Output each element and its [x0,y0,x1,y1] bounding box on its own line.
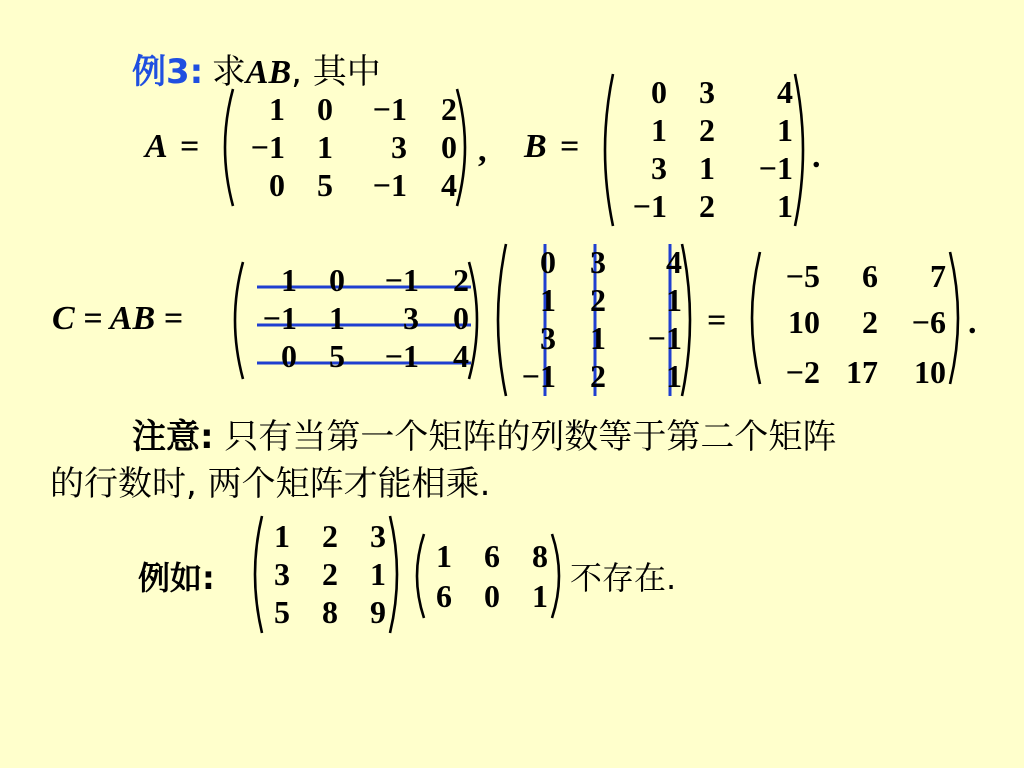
prompt-suffix: , 其中 [291,52,381,92]
matrix-cell: 3 [391,129,407,165]
counter-matrix-left [246,512,406,637]
matrix-cell: 2 [453,262,469,298]
matrix-cell: 3 [699,74,715,110]
matrix-cell: 1 [590,320,606,356]
matrix-cell: −1 [384,262,419,298]
matrix-cell: −1 [372,91,407,127]
matrix-cell: 2 [699,112,715,148]
matrix-cell: 1 [540,282,556,318]
matrix-b-name: B [524,128,547,165]
matrix-cell: 1 [281,262,297,298]
matrix-cell: 0 [329,262,345,298]
matrix-cell: −1 [250,129,285,165]
matrix-cell: 2 [322,518,338,554]
matrix-cell: 2 [590,358,606,394]
matrix-b [595,70,815,230]
matrix-cell: 6 [436,578,452,614]
prompt-var: AB [245,54,292,91]
matrix-cell: 0 [281,338,297,374]
matrix-cell: 0 [540,244,556,280]
matrix-cell: 8 [322,594,338,630]
matrix-cell: −2 [785,354,820,390]
product-period: . [968,304,977,341]
matrix-cell: 3 [590,244,606,280]
matrix-cell: 0 [484,578,500,614]
definition-comma: , [478,132,487,169]
matrix-cell: 1 [317,129,333,165]
matrix-cell: 2 [862,304,878,340]
matrix-cell: 7 [930,258,946,294]
matrix-b-equals: = [560,128,580,165]
matrix-cell: 5 [274,594,290,630]
product-lhs: C = AB = [52,300,184,337]
matrix-cell: 6 [484,538,500,574]
matrix-cell: −1 [758,150,793,186]
matrix-cell: −1 [262,300,297,336]
matrix-cell: 4 [666,244,682,280]
matrix-cell: 1 [777,112,793,148]
matrix-cell: 1 [532,578,548,614]
note-label: 注意: [132,417,214,457]
matrix-cell: −1 [521,358,556,394]
counter-matrix-right [408,530,568,622]
matrix-cell: 17 [846,354,878,390]
matrix-cell: 1 [269,91,285,127]
matrix-cell: −1 [647,320,682,356]
matrix-cell: 3 [540,320,556,356]
matrix-cell: 1 [274,518,290,554]
matrix-cell: −1 [384,338,419,374]
matrix-cell: 8 [532,538,548,574]
matrix-cell: 0 [651,74,667,110]
definition-period: . [812,138,821,175]
matrix-cell: 1 [777,188,793,224]
matrix-cell: 3 [403,300,419,336]
matrix-c [742,248,970,388]
matrix-cell: 1 [436,538,452,574]
matrix-cell: 3 [370,518,386,554]
product-matrix-a [225,258,487,383]
matrix-cell: 4 [441,167,457,203]
matrix-cell: 0 [441,129,457,165]
matrix-cell: 2 [699,188,715,224]
matrix-cell: −1 [632,188,667,224]
matrix-cell: 2 [590,282,606,318]
matrix-cell: −5 [785,258,820,294]
matrix-cell: 5 [329,338,345,374]
matrix-cell: 10 [788,304,820,340]
matrix-cell: 1 [651,112,667,148]
matrix-cell: 0 [317,91,333,127]
matrix-cell: 3 [274,556,290,592]
counter-example-label: 例如: [138,559,215,597]
matrix-cell: 5 [317,167,333,203]
matrix-a-equals: = [180,128,200,165]
note-text-1: 只有当第一个矩阵的列数等于第二个矩阵 [213,417,837,457]
matrix-cell: 2 [322,556,338,592]
matrix-cell: 0 [269,167,285,203]
matrix-cell: −6 [911,304,946,340]
matrix-cell: 1 [699,150,715,186]
matrix-a [215,85,475,210]
matrix-cell: 1 [666,282,682,318]
counter-example-suffix: 不存在. [570,559,677,597]
note-paragraph [50,414,980,507]
matrix-cell: 9 [370,594,386,630]
matrix-cell: 4 [453,338,469,374]
matrix-cell: 0 [453,300,469,336]
matrix-cell: 1 [666,358,682,394]
note-line-1 [50,414,980,461]
matrix-cell: 3 [651,150,667,186]
matrix-cell: 4 [777,74,793,110]
product-matrix-b [488,240,700,400]
matrix-cell: 1 [370,556,386,592]
matrix-cell: 2 [441,91,457,127]
matrix-cell: 10 [914,354,946,390]
matrix-cell: 1 [329,300,345,336]
product-equals: = [707,302,727,339]
matrix-cell: −1 [372,167,407,203]
example-label: 例3: [132,52,204,92]
prompt-prefix: 求 [211,52,246,92]
matrix-cell: 6 [862,258,878,294]
note-line-2: 的行数时, 两个矩阵才能相乘. [50,464,491,504]
matrix-a-name: A [145,128,168,165]
